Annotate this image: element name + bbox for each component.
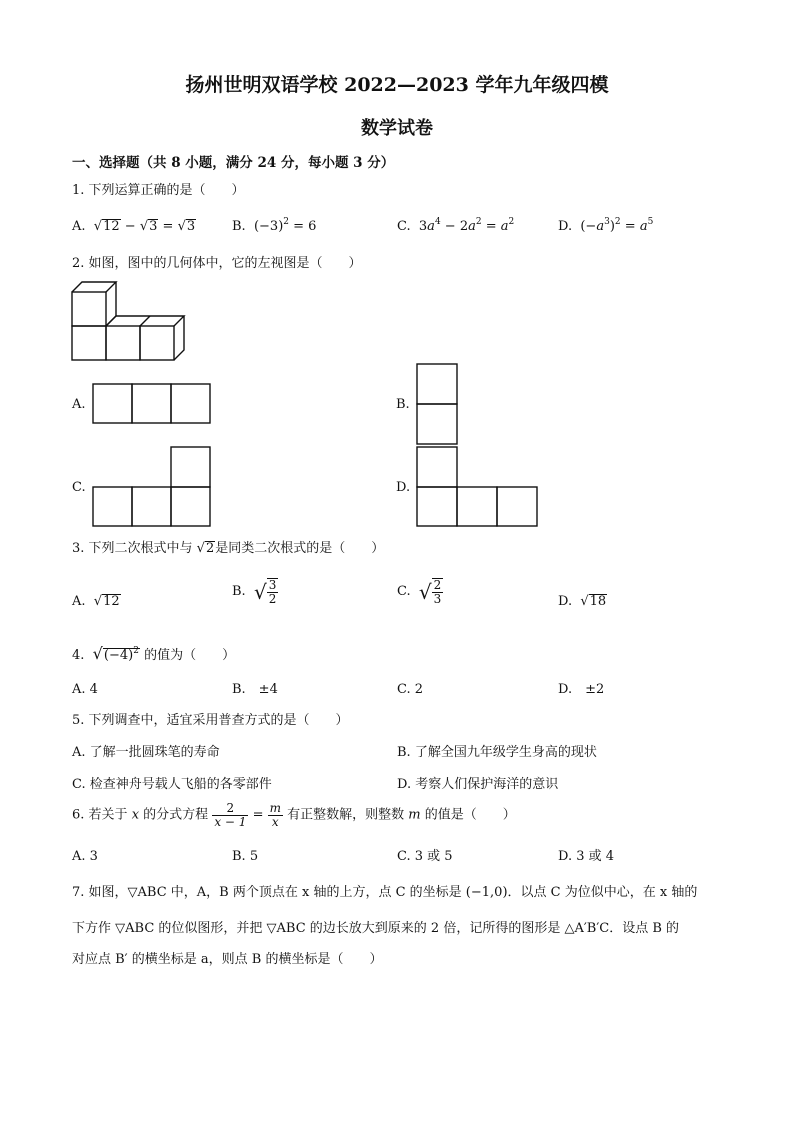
math-var: m — [408, 807, 421, 823]
math-expr: − 2 — [440, 219, 469, 234]
question-7-line-3: 对应点 B′ 的横坐标是 a，则点 B 的横坐标是（ ） — [72, 952, 383, 967]
math-var: a — [468, 219, 476, 234]
stem-text: 的值是（ ） — [424, 807, 516, 823]
radicand: 12 — [103, 594, 120, 609]
radicand: 18 — [589, 594, 607, 609]
radicand: 3 — [186, 219, 196, 234]
q3-option-a: A. √12 — [72, 594, 120, 609]
q2-option-a-figure — [92, 383, 214, 425]
q2-option-c-label: C. — [72, 480, 86, 495]
math-var: a — [639, 219, 648, 234]
math-expr: (− — [580, 219, 597, 234]
page-subtitle: 数学试卷 — [361, 118, 433, 139]
exponent: 5 — [647, 217, 654, 227]
stem-text: 3. 下列二次根式中与 — [72, 541, 193, 556]
question-2-stem: 2. 如图，图中的几何体中，它的左视图是（ ） — [72, 256, 362, 271]
math-expr: (−4) — [103, 648, 134, 663]
fraction-numerator: m — [269, 801, 281, 815]
question-1-stem: 1. 下列运算正确的是（ ） — [72, 183, 245, 198]
q2-option-c-figure — [92, 446, 214, 528]
q4-option-b: B. ±4 — [232, 682, 278, 697]
fraction-denominator: 3 — [433, 592, 442, 606]
math-expr: ) — [609, 219, 615, 234]
math-var: a — [500, 219, 509, 234]
q4-option-d: D. ±2 — [558, 682, 605, 697]
question-5-stem: 5. 下列调查中，适宜采用普查方式的是（ ） — [72, 713, 349, 728]
page-title: 扬州世明双语学校 2022—2023 学年九年级四模 — [185, 74, 609, 96]
q3-option-b: B. √ $\frac{3}{2}$ — [232, 578, 277, 606]
q1-option-d — [558, 219, 653, 235]
q4-option-c: C. 2 — [397, 682, 424, 697]
option-label: B. — [232, 584, 246, 599]
q6-option-d: D. 3 或 4 — [558, 849, 615, 864]
stem-text: 6. 若关于 — [72, 807, 128, 823]
q5-option-a: A. 了解一批圆珠笔的寿命 — [72, 745, 220, 760]
option-label: D. — [558, 594, 573, 609]
section-heading: 一、选择题（共 8 小题，满分 24 分，每小题 3 分） — [72, 155, 395, 171]
q3-option-c: C. √ $\frac{2}{3}$ — [397, 578, 442, 606]
operator: = — [252, 807, 264, 823]
q5-option-c: C. 检查神舟号载人飞船的各零部件 — [72, 777, 272, 792]
solid-figure — [70, 278, 190, 368]
fraction-denominator: 2 — [268, 592, 277, 606]
question-3-stem: 3. 下列二次根式中与 √2是同类二次根式的是（ ） — [72, 541, 385, 556]
option-label: A. — [72, 219, 86, 234]
question-7-line-1: 7. 如图，▽ABC 中，A，B 两个顶点在 x 轴的上方，点 C 的坐标是 (−1,0)．以点 C 为位似中心，在 x 轴的 — [72, 885, 698, 900]
exponent: 4 — [434, 217, 441, 227]
math-expr: = — [481, 219, 501, 234]
stem-text: 是同类二次根式的是（ ） — [215, 541, 385, 556]
option-label: C. — [397, 219, 411, 234]
stem-text: 有正整数解，则整数 — [287, 807, 405, 823]
question-4-stem: 4. $√(-4)^2$ 的值为（ ） — [72, 644, 236, 663]
exponent: 2 — [283, 217, 289, 227]
q5-option-d: D. 考察人们保护海洋的意识 — [397, 777, 559, 792]
question-number: 4. — [72, 648, 85, 663]
math-expr: (−3) — [253, 219, 284, 234]
q2-option-d-figure — [416, 446, 540, 528]
q6-option-a: A. 3 — [72, 849, 98, 864]
q2-option-d-label: D. — [396, 480, 411, 495]
stem-text: 的分式方程 — [143, 807, 209, 823]
option-label: B. — [232, 219, 246, 234]
q2-option-a-label: A. — [72, 397, 86, 412]
fraction-numerator: 2 — [212, 802, 248, 816]
q2-option-b-figure — [416, 363, 460, 445]
operator: = — [158, 219, 178, 234]
q1-option-b — [232, 219, 316, 235]
exponent: 2 — [614, 217, 621, 227]
exponent: 2 — [133, 646, 139, 656]
exponent: 2 — [508, 217, 515, 227]
stem-text: 的值为（ ） — [144, 648, 236, 663]
option-label: A. — [72, 594, 86, 609]
math-expr: = — [620, 219, 640, 234]
option-label: D. — [558, 219, 573, 234]
math-var: a — [427, 219, 435, 234]
fraction-denominator: x − 1 — [214, 815, 247, 829]
q3-option-d: D. √18 — [558, 594, 607, 609]
fraction-numerator: 2 — [433, 578, 442, 592]
exponent: 3 — [604, 217, 610, 227]
question-6-stem — [72, 802, 516, 829]
q6-option-b: B. 5 — [232, 849, 259, 864]
q1-option-a: A. √12 − √3 = √3 — [72, 219, 196, 234]
question-7-line-2: 下方作 ▽ABC 的位似图形，并把 ▽ABC 的边长放大到原来的 2 倍，记所得的图形是 △A′B′C．设点 B 的 — [72, 921, 680, 936]
q1-option-c — [397, 219, 514, 235]
operator: − — [120, 219, 140, 234]
q4-option-a: A. 4 — [72, 682, 98, 697]
q2-option-b-label: B. — [396, 397, 410, 412]
math-var: x — [131, 807, 140, 823]
fraction-denominator: x — [271, 815, 279, 829]
radicand: 3 — [149, 219, 158, 234]
option-label: C. — [397, 584, 411, 599]
radicand: 12 — [103, 219, 120, 234]
math-expr: = 6 — [289, 219, 317, 234]
q5-option-b: B. 了解全国九年级学生身高的现状 — [397, 745, 597, 760]
fraction-numerator: 3 — [268, 578, 277, 592]
math-expr: 3 — [418, 219, 428, 234]
radicand: 2 — [205, 541, 215, 556]
math-var: a — [596, 219, 605, 234]
exponent: 2 — [475, 217, 482, 227]
q6-option-c: C. 3 或 5 — [397, 849, 453, 864]
